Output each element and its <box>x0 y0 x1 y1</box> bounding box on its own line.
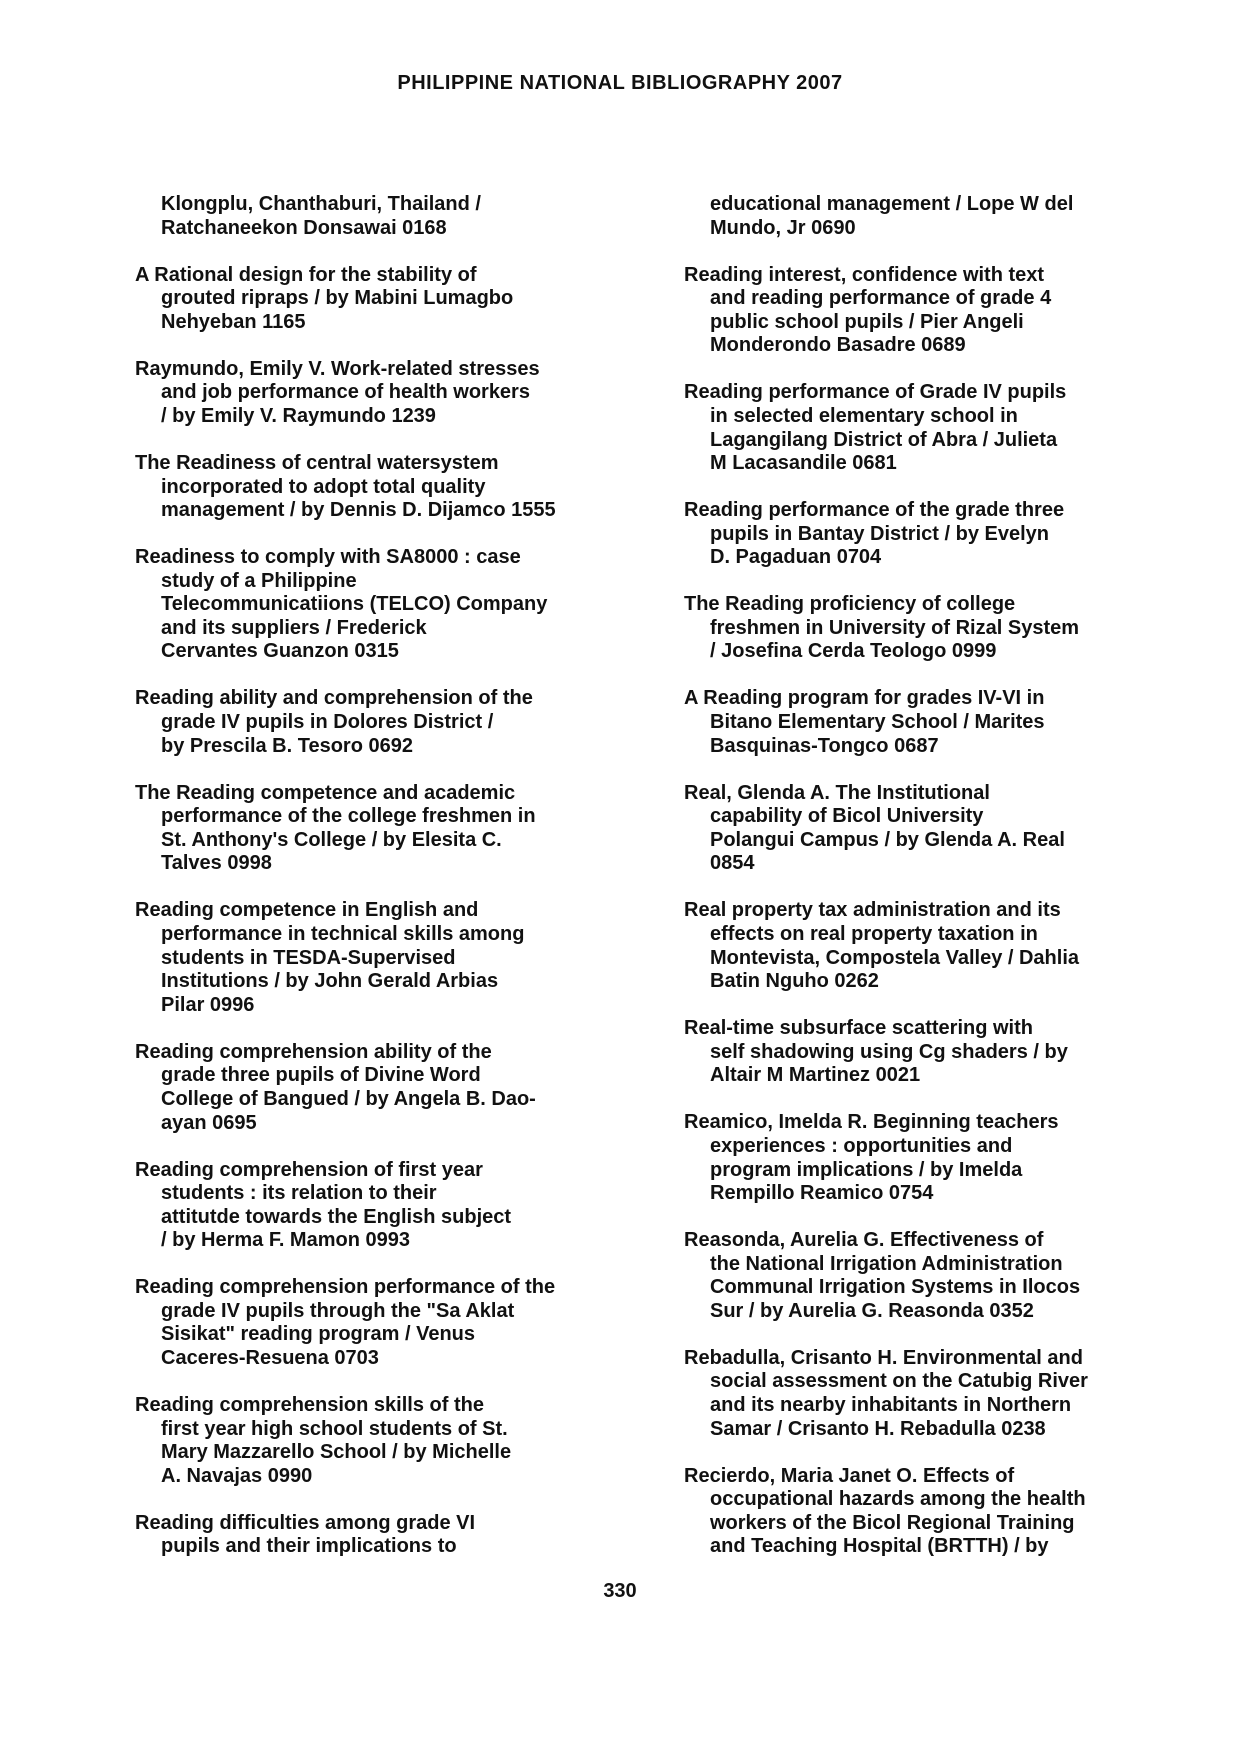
page-header: PHILIPPINE NATIONAL BIBLIOGRAPHY 2007 <box>397 72 843 94</box>
bibliography-entry: Real-time subsurface scattering with self shadowing using Cg shaders / by Altair M Martinez 0021 <box>684 1017 1068 1087</box>
bibliography-entry-continued: educational management / Lope W del Mundo, Jr 0690 <box>710 193 1074 239</box>
page-number: 330 <box>603 1580 637 1602</box>
bibliography-entry: Raymundo, Emily V. Work-related stresses and job performance of health workers / by Emily V. Raymundo 1239 <box>135 357 540 427</box>
bibliography-entry: The Reading proficiency of college freshmen in University of Rizal System / Josefina Cerda Teologo 0999 <box>684 593 1080 663</box>
left-column <box>135 193 640 1582</box>
bibliography-entry: Reading ability and comprehension of the grade IV pupils in Dolores District / by Prescila B. Tesoro 0692 <box>135 687 533 757</box>
bibliography-entry: The Readiness of central watersystem incorporated to adopt total quality management / by Dennis D. Dijamco 1555 <box>135 451 556 522</box>
bibliography-entry: A Rational design for the stability of grouted ripraps / by Mabini Lumagbo Nehyeban 1165 <box>135 263 514 333</box>
bibliography-entry: Reading difficulties among grade VI pupils and their implications to <box>135 1511 476 1558</box>
bibliography-entry: Reading comprehension skills of the first year high school students of St. Mary Mazzarello School / by Michelle A. Navajas 0990 <box>135 1394 512 1487</box>
bibliography-entry: Reamico, Imelda R. Beginning teachers experiences : opportunities and program implications / by Imelda Rempillo Reamico 0754 <box>684 1111 1059 1205</box>
right-column <box>684 193 1204 1582</box>
bibliography-entry: Reading interest, confidence with text and reading performance of grade 4 public school pupils / Pier Angeli Monderondo Basadre 0689 <box>684 263 1052 357</box>
bibliography-entry: A Reading program for grades IV-VI in Bitano Elementary School / Marites Basquinas-Tongco 0687 <box>684 687 1045 757</box>
bibliography-entry: Reading comprehension ability of the grade three pupils of Divine Word College of Bangued / by Angela B. Dao- ayan 0695 <box>135 1040 536 1134</box>
bibliography-entry: Real, Glenda A. The Institutional capability of Bicol University Polangui Campus / by Glenda A. Real 0854 <box>684 781 1065 875</box>
bibliography-entry-continued: Klongplu, Chanthaburi, Thailand / Ratchaneekon Donsawai 0168 <box>161 193 481 239</box>
bibliography-entry: Reading performance of the grade three pupils in Bantay District / by Evelyn D. Pagaduan 0704 <box>684 499 1065 569</box>
bibliography-entry: Reading performance of Grade IV pupils in selected elementary school in Lagangilang District of Abra / Julieta M Lacasandile 0681 <box>684 381 1067 475</box>
bibliography-entry: Reading comprehension of first year students : its relation to their attitutde towards the English subject / by Herma F. Mamon 0993 <box>135 1158 512 1252</box>
bibliography-entry: Reading comprehension performance of the grade IV pupils through the "Sa Aklat Sisikat" reading program / Venus Caceres-Resuena 0703 <box>135 1276 556 1370</box>
bibliography-entry: Reading competence in English and performance in technical skills among students in TESDA-Supervised Institutions / by John Gerald Arbias Pilar 0996 <box>135 899 525 1016</box>
bibliography-entry: Real property tax administration and its effects on real property taxation in Montevista, Compostela Valley / Dahlia Batin Nguho 0262 <box>684 899 1080 993</box>
bibliography-entry: Rebadulla, Crisanto H. Environmental and social assessment on the Catubig River and its nearby inhabitants in Northern Samar / Crisanto H. Rebadulla 0238 <box>684 1346 1088 1440</box>
bibliography-entry: Recierdo, Maria Janet O. Effects of occupational hazards among the health workers of the Bicol Regional Training and Teaching Hospital (BRTTH) / by <box>684 1464 1086 1558</box>
bibliography-entry: Reasonda, Aurelia G. Effectiveness of the National Irrigation Administration Communal Irrigation Systems in Ilocos Sur / by Aurelia G. Reasonda 0352 <box>684 1229 1081 1322</box>
bibliography-entry: Readiness to comply with SA8000 : case study of a Philippine Telecommunicatiions (TELCO) Company and its suppliers / Frederick Cervantes Guanzon 0315 <box>135 546 548 663</box>
bibliography-entry: The Reading competence and academic performance of the college freshmen in St. Anthony's College / by Elesita C. Talves 0998 <box>135 781 536 875</box>
